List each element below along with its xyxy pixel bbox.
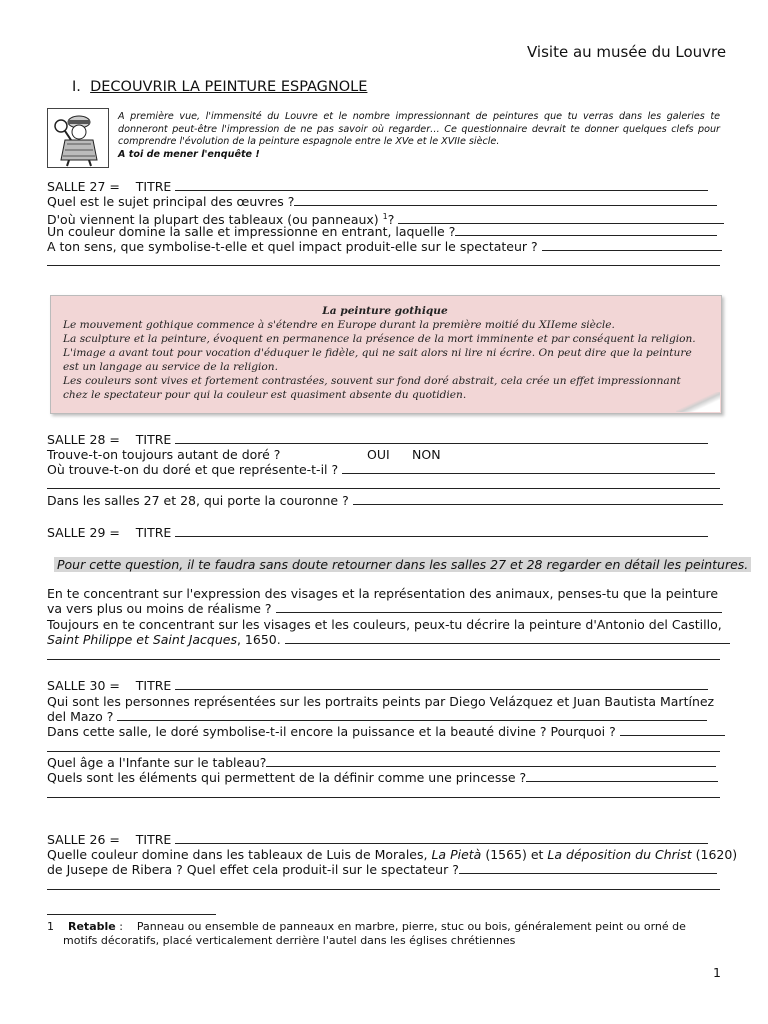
section-title	[72, 79, 367, 95]
salle26-q1b	[47, 862, 717, 877]
salle29-q1a: En te concentrant sur l'expression des visages et la représentation des animaux, penses-tu que la peinture	[47, 586, 719, 601]
salle26-label: SALLE 26 =	[47, 832, 120, 847]
page-number: 1	[713, 965, 721, 980]
salle29-note	[54, 554, 751, 573]
salle27-q3-answer[interactable]	[455, 224, 717, 236]
salle28-heading	[47, 432, 708, 447]
salle29-titre: TITRE	[135, 525, 172, 540]
castillo-year: , 1650.	[236, 632, 281, 647]
footnote-term: Retable	[68, 920, 116, 933]
salle27-q2-text: D'où viennent la plupart des tableaux (ou panneaux)	[47, 212, 379, 228]
salle30-q1-answer[interactable]	[117, 709, 707, 721]
salle30-q4-text: Quels sont les éléments qui permettent de la définir comme une princesse ?	[47, 770, 527, 785]
deposition-title: La déposition du Christ	[547, 847, 692, 862]
salle30-q3-text: Quel âge a l'Infante sur le tableau?	[47, 755, 267, 770]
footnote-definition-2: motifs décoratifs, placé verticalement derrière l'autel dans les églises chrétiennes	[63, 934, 516, 947]
salle28-q2	[47, 462, 715, 477]
salle26-title-field[interactable]	[175, 832, 708, 844]
intro-paragraph	[118, 111, 720, 161]
salle28-title-field[interactable]	[175, 432, 708, 444]
salle30-q4	[47, 770, 718, 785]
salle27-q3-text: Un couleur domine la salle et impressionne en entrant, laquelle ?	[47, 224, 456, 239]
salle27-q1	[47, 194, 717, 209]
salle27-titre: TITRE	[135, 179, 172, 194]
salle29-title-field[interactable]	[175, 525, 708, 537]
salle29-q1-answer[interactable]	[276, 601, 722, 613]
salle29-q2-answer[interactable]	[285, 632, 730, 644]
salle29-note-text: Pour cette question, il te faudra sans doute retourner dans les salles 27 et 28 regarder en détail les peintures.	[54, 557, 751, 572]
page-header-title: Visite au musée du Louvre	[527, 43, 727, 61]
salle27-q4-text: A ton sens, que symbolise-t-elle et quel impact produit-elle sur le spectateur ?	[47, 239, 538, 254]
salle30-q3-answer[interactable]	[266, 755, 716, 767]
pieta-year: (1565) et	[481, 847, 548, 862]
gothic-p3: L'image a avant tout pour vocation d'éduquer le fidèle, qui ne sait alors ni lire ni écrire. On peut dire que la peinture est un langage au service de la religion.	[63, 347, 692, 373]
salle28-q1-text: Trouve-t-on toujours autant de doré ?	[47, 447, 281, 462]
salle30-q4-answer[interactable]	[526, 770, 718, 782]
salle28-titre: TITRE	[135, 432, 172, 447]
salle27-q3	[47, 224, 717, 239]
salle28-label: SALLE 28 =	[47, 432, 120, 447]
salle27-q4-answer[interactable]	[542, 239, 722, 251]
salle30-q2-answer[interactable]	[620, 724, 725, 736]
footnote-number: 1	[47, 920, 54, 933]
non-option[interactable]: NON	[412, 447, 441, 462]
salle28-answer-line[interactable]	[47, 488, 720, 489]
salle27-q1-answer[interactable]	[294, 194, 717, 206]
salle30-q1b	[47, 709, 707, 724]
deposition-year: (1620)	[691, 847, 738, 862]
salle27-q1-text: Quel est le sujet principal des œuvres ?	[47, 194, 295, 209]
salle30-q1b-text: del Mazo ?	[47, 709, 114, 724]
gothic-p2: La sculpture et la peinture, évoquent en permanence la présence de la mort imminente et par conséquent la religion.	[63, 333, 696, 345]
section-heading: DECOUVRIR LA PEINTURE ESPAGNOLE	[90, 79, 368, 95]
salle28-q3-text: Dans les salles 27 et 28, qui porte la couronne ?	[47, 493, 349, 508]
detective-illustration-icon	[47, 108, 109, 168]
intro-cta: A toi de mener l'enquête !	[118, 148, 260, 160]
salle29-q2a: Toujours en te concentrant sur les visages et les couleurs, peux-tu décrire la peinture d'Antonio del Castillo,	[47, 617, 722, 632]
salle30-answer-line-1[interactable]	[47, 751, 720, 752]
salle26-q1a	[47, 847, 737, 862]
salle26-q1-answer[interactable]	[459, 862, 717, 874]
salle26-titre: TITRE	[135, 832, 172, 847]
salle26-q1a-text: Quelle couleur domine dans les tableaux de Luis de Morales,	[47, 847, 432, 862]
pieta-title: La Pietà	[431, 847, 482, 862]
salle29-q1b	[47, 601, 722, 616]
castillo-work-title: Saint Philippe et Saint Jacques	[47, 632, 237, 647]
intro-text: A première vue, l'immensité du Louvre et le nombre impressionnant de peintures que tu verras dans les galeries te donneront peut-être l'impression de ne pas savoir où regarder… Ce questionnaire devrait te donner quelques clefs pour comprendre l'évolution de la peinture espagnole entre le XVe et le XVIIe siècle.	[118, 111, 720, 148]
section-number: I.	[72, 79, 81, 95]
footnote	[47, 920, 727, 948]
salle27-q2-qmark: ?	[387, 212, 395, 228]
salle30-answer-line-2[interactable]	[47, 797, 720, 798]
gothic-info-box	[50, 295, 722, 414]
salle29-heading	[47, 525, 708, 540]
gothic-p1: Le mouvement gothique commence à s'étendre en Europe durant la première moitié du XIIeme siècle.	[63, 319, 615, 331]
salle29-q1b-text: va vers plus ou moins de réalisme ?	[47, 601, 272, 616]
salle30-titre: TITRE	[135, 678, 172, 693]
salle28-q1	[47, 447, 280, 462]
salle27-answer-line[interactable]	[47, 265, 720, 266]
salle30-q3	[47, 755, 716, 770]
salle28-q2-text: Où trouve-t-on du doré et que représente-t-il ?	[47, 462, 339, 477]
page-curl-decoration	[676, 392, 720, 412]
salle29-answer-line[interactable]	[47, 659, 720, 660]
salle27-q4	[47, 239, 722, 254]
salle29-q2b	[47, 632, 730, 647]
footnote-ref[interactable]: 1	[382, 212, 388, 221]
footnote-separator-colon: :	[115, 920, 127, 933]
salle26-heading	[47, 832, 708, 847]
footnote-definition-1: Panneau ou ensemble de panneaux en marbre, pierre, stuc ou bois, généralement peint ou orné de	[136, 920, 686, 933]
salle27-label: SALLE 27 =	[47, 179, 120, 194]
footnote-separator	[47, 914, 216, 915]
salle26-q1b-text: de Jusepe de Ribera ? Quel effet cela produit-il sur le spectateur ?	[47, 862, 459, 877]
salle29-label: SALLE 29 =	[47, 525, 120, 540]
salle30-label: SALLE 30 =	[47, 678, 120, 693]
gothic-p4: Les couleurs sont vives et fortement contrastées, souvent sur fond doré abstrait, cela crée un effet impressionnant chez le spectateur pour qui la couleur est quasiment absente du quotidien.	[63, 375, 681, 401]
salle30-q2-text: Dans cette salle, le doré symbolise-t-il encore la puissance et la beauté divine ? Pourquoi ?	[47, 724, 616, 739]
salle28-q3	[47, 493, 723, 508]
salle28-q2-answer[interactable]	[342, 462, 715, 474]
oui-option[interactable]: OUI	[367, 447, 390, 462]
salle27-q2-answer[interactable]	[398, 212, 724, 224]
salle30-title-field[interactable]	[175, 678, 708, 690]
salle30-q2	[47, 724, 725, 739]
salle27-heading	[47, 179, 708, 194]
salle30-q1a: Qui sont les personnes représentées sur les portraits peints par Diego Velázquez et Juan Bautista Martínez	[47, 694, 715, 709]
salle26-answer-line[interactable]	[47, 889, 720, 890]
gothic-title: La peinture gothique	[322, 305, 448, 317]
salle27-title-field[interactable]	[175, 179, 708, 191]
salle28-q3-answer[interactable]	[353, 493, 723, 505]
salle30-heading	[47, 678, 708, 693]
